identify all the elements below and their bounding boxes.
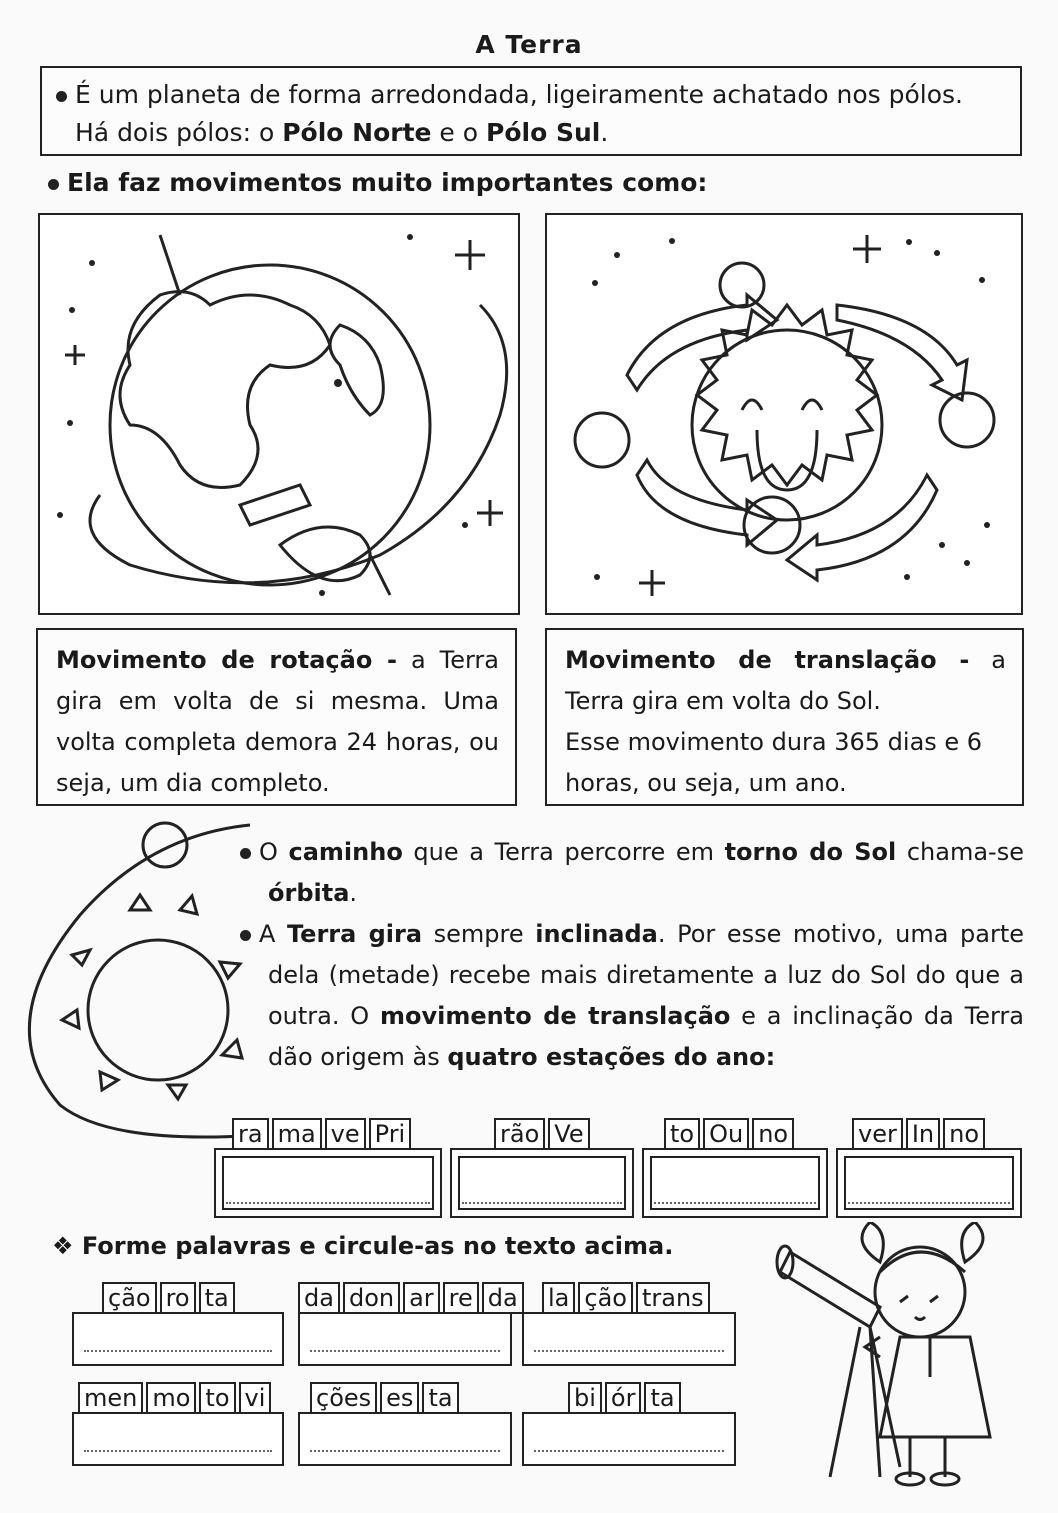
earth-rotation-drawing: [40, 215, 518, 613]
intro-box: [40, 66, 1022, 156]
syllable: don: [343, 1282, 400, 1314]
season-syllables-3: [664, 1118, 794, 1150]
syllable: ção: [578, 1282, 633, 1314]
word-syllables: [568, 1382, 681, 1414]
page-title: A Terra: [475, 30, 583, 59]
syllable: re: [443, 1282, 479, 1314]
word-syllables: [78, 1382, 271, 1414]
syllable: ta: [644, 1382, 680, 1414]
word-answer-box[interactable]: [298, 1312, 512, 1366]
seasons-exercise: [214, 1118, 1022, 1218]
sun-translation-drawing: [547, 215, 1021, 613]
syllable: Pri: [369, 1118, 412, 1150]
syllable: ar: [403, 1282, 440, 1314]
syllable: trans: [636, 1282, 710, 1314]
word-syllables: [310, 1382, 459, 1414]
syllable: no: [752, 1118, 794, 1150]
word-answer-box[interactable]: [522, 1412, 736, 1466]
rotation-illustration: [38, 213, 520, 615]
girl-telescope-illustration: [770, 1222, 1010, 1492]
syllable: In: [906, 1118, 940, 1150]
orbit-paragraph-2: A Terra gira sempre inclinada. Por esse motivo, uma parte dela (metade) recebe mais diretamente a luz do Sol do que a outra. O movimento de translação e a inclinação da Terra dão origem às quatro estações do ano:: [268, 914, 1024, 1078]
syllable: ta: [199, 1282, 235, 1314]
intro-line-1: É um planeta de forma arredondada, ligeiramente achatado nos pólos.: [56, 76, 1006, 114]
bullet-icon: [240, 848, 251, 859]
syllable: Ve: [548, 1118, 589, 1150]
word-syllables: [102, 1282, 235, 1314]
season-answer-box[interactable]: [450, 1148, 634, 1218]
word-answer-box[interactable]: [72, 1312, 284, 1366]
syllable: no: [943, 1118, 985, 1150]
syllable: la: [542, 1282, 575, 1314]
syllable: ver: [852, 1118, 903, 1150]
movements-heading: Ela faz movimentos muito importantes como:: [48, 168, 707, 197]
syllable: men: [78, 1382, 143, 1414]
syllable: ma: [272, 1118, 322, 1150]
season-syllables-1: [232, 1118, 411, 1150]
rotation-description: Movimento de rotação - a Terra gira em volta de si mesma. Uma volta completa demora 24 horas, ou seja, um dia completo.: [36, 628, 517, 806]
bullet-icon: [48, 179, 59, 190]
syllable: ção: [102, 1282, 157, 1314]
translation-description: Movimento de translação - a Terra gira em volta do Sol. Esse movimento dura 365 dias e 6 horas, ou seja, um ano.: [545, 628, 1024, 806]
syllable: ra: [232, 1118, 269, 1150]
exercise-title: ❖ Forme palavras e circule-as no texto acima.: [52, 1232, 674, 1260]
syllable: to: [664, 1118, 700, 1150]
syllable: Ou: [703, 1118, 749, 1150]
season-answer-box[interactable]: [836, 1148, 1022, 1218]
syllable: ro: [160, 1282, 196, 1314]
syllable: ções: [310, 1382, 377, 1414]
season-answer-box[interactable]: [214, 1148, 442, 1218]
word-syllables: [298, 1282, 524, 1314]
diamond-bullet-icon: ❖: [52, 1232, 74, 1260]
syllable: ór: [605, 1382, 642, 1414]
syllable: ve: [325, 1118, 366, 1150]
season-answer-box[interactable]: [642, 1148, 828, 1218]
season-syllables-2: [494, 1118, 590, 1150]
syllable: ta: [422, 1382, 458, 1414]
syllable: da: [482, 1282, 524, 1314]
intro-line-2: Há dois pólos: o Pólo Norte e o Pólo Sul.: [75, 118, 609, 147]
syllable: da: [298, 1282, 340, 1314]
syllable: vi: [239, 1382, 272, 1414]
bullet-icon: [240, 930, 251, 941]
orbit-paragraph-1: O caminho que a Terra percorre em torno do Sol chama-se órbita.: [268, 832, 1024, 914]
word-answer-box[interactable]: [298, 1412, 512, 1466]
syllable: to: [199, 1382, 235, 1414]
word-answer-box[interactable]: [72, 1412, 284, 1466]
orbit-text: [240, 832, 1024, 1078]
orbit-drawing: [10, 810, 270, 1140]
syllable: mo: [146, 1382, 196, 1414]
word-syllables: [542, 1282, 710, 1314]
bullet-icon: [56, 91, 67, 102]
word-answer-box[interactable]: [522, 1312, 736, 1366]
syllable: bi: [568, 1382, 602, 1414]
translation-illustration: [545, 213, 1023, 615]
syllable: es: [380, 1382, 419, 1414]
syllable: rão: [494, 1118, 545, 1150]
season-syllables-4: [852, 1118, 985, 1150]
